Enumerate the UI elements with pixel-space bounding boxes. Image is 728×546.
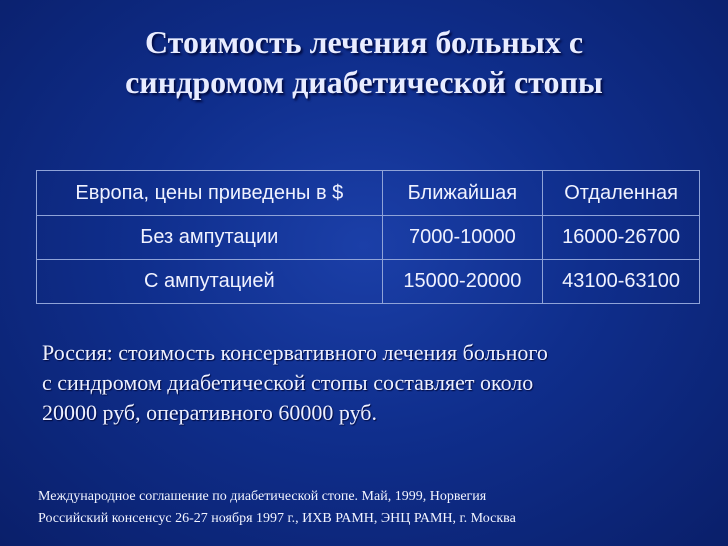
russia-cost-note bbox=[42, 338, 702, 428]
table-row bbox=[37, 260, 700, 304]
table-header-long-term: Отдаленная bbox=[543, 171, 700, 216]
table-cell-category: Без ампутации bbox=[37, 216, 383, 260]
reference-1: Международное соглашение по диабетической стопе. Май, 1999, Норвегия bbox=[38, 489, 487, 504]
slide-title bbox=[0, 22, 728, 102]
slide-title-line-2: синдромом диабетической стопы bbox=[125, 64, 603, 100]
table-cell-category: С ампутацией bbox=[37, 260, 383, 304]
slide-title-line-1: Стоимость лечения больных с bbox=[144, 24, 584, 60]
russia-note-line-2: с синдромом диабетической стопы составляет около bbox=[42, 370, 534, 395]
table-header-row bbox=[37, 171, 700, 216]
table-cell-short-term: 15000-20000 bbox=[382, 260, 543, 304]
table-header-region: Европа, цены приведены в $ bbox=[37, 171, 383, 216]
table-cell-short-term: 7000-10000 bbox=[382, 216, 543, 260]
reference-2: Российский консенсус 26-27 ноября 1997 г., ИХВ РАМН, ЭНЦ РАМН, г. Москва bbox=[38, 511, 516, 526]
russia-note-line-3: 20000 руб, оперативного 60000 руб. bbox=[42, 400, 377, 425]
table-row bbox=[37, 216, 700, 260]
table-cell-long-term: 16000-26700 bbox=[543, 216, 700, 260]
references bbox=[38, 486, 718, 530]
table-cell-long-term: 43100-63100 bbox=[543, 260, 700, 304]
cost-table bbox=[36, 170, 700, 304]
russia-note-line-1: Россия: стоимость консервативного лечения больного bbox=[42, 340, 548, 365]
table-header-short-term: Ближайшая bbox=[382, 171, 543, 216]
